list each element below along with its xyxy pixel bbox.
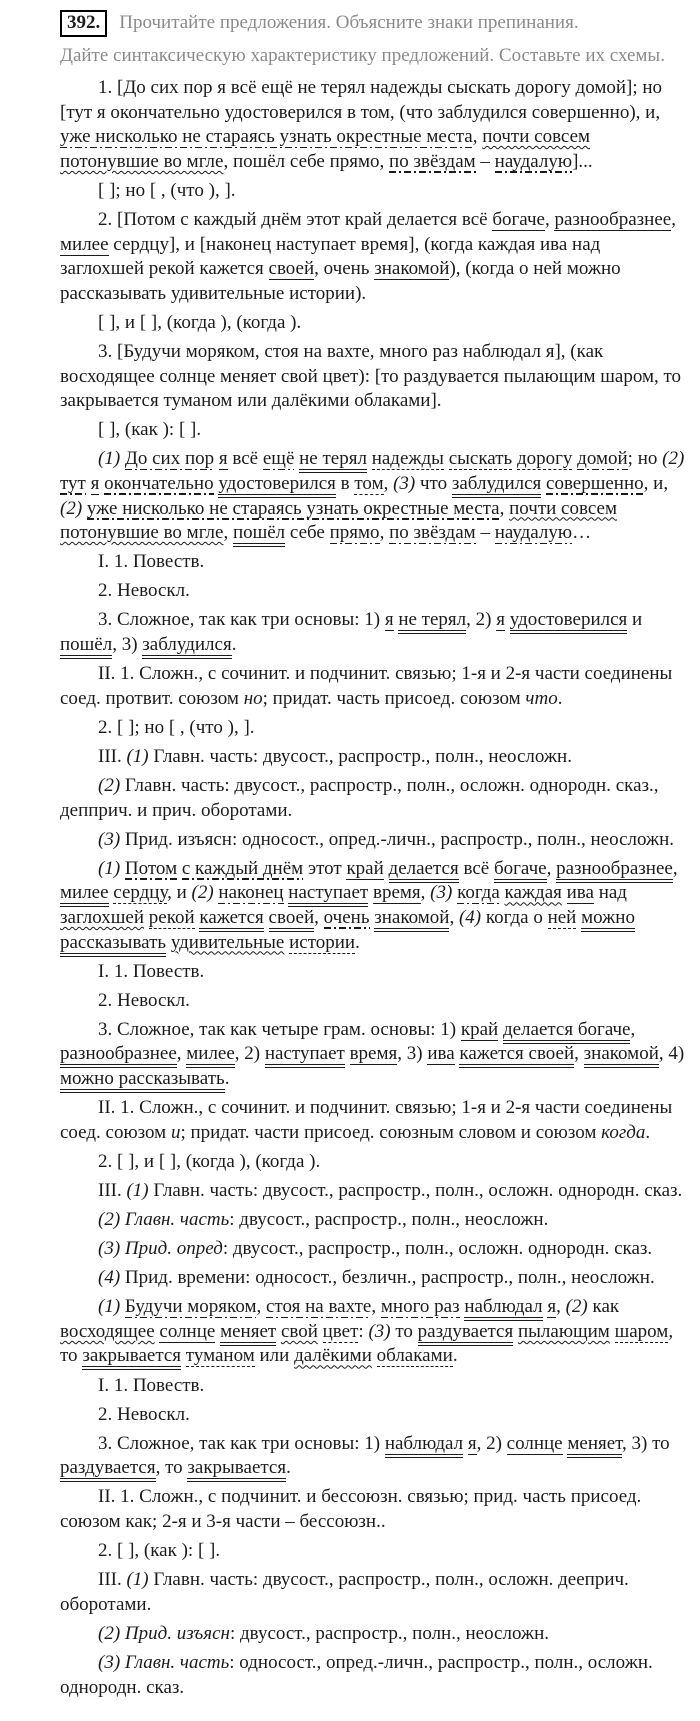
text-run: ]... [572,150,593,172]
text-run: и [627,609,643,631]
text-run: , [371,1296,381,1318]
text-run-i: (1) [126,1179,154,1201]
text-run-u2: заблудился [142,634,231,659]
text-run: , 4) [658,1043,685,1065]
analysis-3-iii2 [60,1622,686,1647]
analysis-1-i3 [60,608,686,657]
text-run: . [231,633,237,655]
text-run: III. [98,1179,127,1201]
text-run-u2: раздувается [418,1321,514,1346]
text-run-i: (2) [662,448,685,470]
text-run: 3. Сложное, так как три основы: 1) [98,1432,385,1454]
text-run-uw: каждая [504,882,562,904]
text-run-ud: истории [289,931,356,953]
text-run: 2. Невоскл. [98,580,190,602]
text-run: , [223,522,233,544]
text-run: всё [227,448,263,470]
text-run: когда о [485,906,548,928]
text-run [505,609,510,630]
text-run-ud: сердцу [113,882,168,904]
instruction-line-1: Прочитайте предложения. Объясните знаки препинания. [119,12,579,33]
exercise-number-badge: 392. [60,10,107,37]
text-run-u2: знакомой [374,907,449,932]
text-run-uw: восходящее [60,1320,155,1342]
text-run: … [572,522,592,544]
text-run-ud: дорогу [516,448,573,470]
text-run-i: (1) [98,1296,125,1318]
text-run-uo: окончательно [104,472,214,494]
text-run-uw: удивительные [170,931,285,953]
text-run-uo: по звёздам [389,522,476,544]
text-run-u2: делается богаче [503,1019,631,1044]
text-run: [ ], и [ ], (когда ), (когда ). [98,311,302,333]
text-run: 3. Сложное, так как четыре грам. основы: 1) [98,1018,461,1040]
text-run-i: что [525,687,558,709]
text-run-u1: милее [60,233,109,255]
exercise-body [60,76,686,1700]
text-run-i: но [243,687,263,709]
text-run: . [645,1121,651,1143]
text-run: ; но [627,448,663,470]
text-run-ud: сыскать [448,448,513,470]
text-run-u2: пошёл [233,522,285,547]
text-run-i: (2) [565,1296,593,1318]
text-run [86,473,91,494]
text-run: Главн. часть: двусост., распростр., полн., осложн. однородн. сказ. [153,1179,683,1201]
text-run-u1: ива [566,882,594,904]
text-run: 2. [Потом с каждый днём этот край делается всё [98,208,493,230]
text-run-uo: уже нисколько не стараясь узнать окрестные места [60,126,473,148]
text-run: Главн. часть: двусост., распростр., полн., осложн. однородн. сказ., депприч. и прич. оборотами. [60,774,659,821]
text-run [562,882,567,903]
text-run-u1: солнце [506,1432,563,1454]
text-run [345,1043,350,1064]
analysis-3-i1 [60,1374,686,1399]
text-run [318,1321,323,1342]
text-run: , то [60,1320,674,1367]
text-run: , [420,882,431,904]
text-run-u2: делается [389,858,459,883]
text-run: , [383,472,394,494]
text-run-u1: край [460,1018,499,1040]
text-run-i: (3) Главн. часть [98,1651,230,1673]
text-run-uo: по звёздам [389,150,476,172]
text-run-i: когда [601,1121,646,1143]
text-run-u1: я [496,609,505,631]
text-run-u2: кажется своей [459,1043,574,1068]
text-run: . [286,1457,291,1479]
text-run: , [630,1018,636,1040]
text-run: II. 1. Сложн., с сочинит. и подчинит. связью; 1-я и 2-я части соединены соед. протвит. союзом [60,663,673,709]
text-run: , [379,522,390,544]
text-run: Прид. изъясн: односост., опред.-личн., распростр., полн., неосложн. [124,828,675,850]
text-run: 2. [ ], (как ): [ ]. [98,1540,221,1562]
text-run [367,448,372,469]
text-run: 2. [ ]; но [ , (что ), ]. [98,716,255,738]
analysis-1-ii2 [60,716,686,741]
text-run-ud: том [354,472,384,494]
text-run: то [395,1320,418,1342]
text-run-uo: наконец [218,882,284,904]
text-run: Главн. часть: двусост., распростр., полн., неосложн. [153,745,572,767]
exercise-sentence-3 [60,340,686,414]
scheme-1 [60,179,686,204]
text-run-u2: закрывается [82,1345,181,1370]
analysis-1-ii1 [60,662,686,711]
text-run-u1: край [346,857,384,879]
analysis-2-sentence [60,857,686,955]
analysis-3-iii3 [60,1651,686,1700]
analysis-2-ii2 [60,1150,686,1175]
text-run-u1: я [90,472,100,494]
text-run: , [672,857,678,879]
text-run: . [557,687,563,709]
analysis-1-iii2 [60,774,686,823]
text-run: I. 1. Повеств. [98,1374,205,1396]
analysis-3-sentence [60,1295,686,1369]
text-run-uo: Будучи моряком [124,1296,257,1318]
text-run: , [449,906,459,928]
text-run: в [335,472,355,494]
text-run [264,907,269,928]
text-run: : двусост., распростр., полн., неосложн. [229,1622,550,1644]
analysis-1-i1 [60,550,686,575]
text-run: как [592,1296,620,1318]
text-run: 2. Невоскл. [98,989,190,1011]
text-run-ud: цвет [322,1320,359,1342]
text-run-ud: облаками [376,1345,453,1367]
text-run-u2: удостоверился [510,609,628,634]
text-run-i: (2) Главн. часть [98,1208,230,1230]
analysis-3-ii1 [60,1485,686,1534]
text-run: , [544,208,555,230]
text-run: , 2) [476,1432,507,1454]
text-run-i: (1) [126,745,154,767]
text-run: . [452,1345,458,1367]
text-run: – [475,522,495,544]
analysis-2-ii1 [60,1096,686,1145]
exercise-sentence-2 [60,208,686,306]
text-run: III. [98,1569,127,1591]
text-run: , 3) [112,633,143,655]
analysis-3-i3 [60,1432,686,1481]
analysis-2-i1 [60,960,686,985]
text-run: , 3) то [622,1432,670,1454]
text-run: , [574,1043,584,1065]
text-run-u2: можно рассказывать [60,1068,225,1093]
text-run-u1: своей [268,258,315,280]
analysis-2-iii1 [60,1179,686,1204]
text-run: этот [303,857,347,879]
text-run: что [420,472,452,494]
text-run-u1: я [384,609,394,631]
text-run-u2: заблудился [452,473,541,498]
text-run: . [224,1067,230,1089]
analysis-1-iii3 [60,828,686,853]
text-run-u2: наблюдал [385,1433,463,1458]
analysis-3-iii1 [60,1568,686,1617]
text-run: . [355,931,360,953]
text-run-i: (1) [126,1569,154,1591]
text-run-u2: знакомой [584,1043,659,1068]
text-run-u2: можно рассказывать [60,907,635,957]
text-run: 2. [ ], и [ ], (когда ), (когда ). [98,1150,321,1172]
text-run-u1: время [349,1043,398,1065]
analysis-1-sentence [60,447,686,545]
text-run: , 2) [466,609,497,631]
text-run-u1: разнообразнее [554,208,672,230]
text-run-i: (2) [191,882,219,904]
text-run: , [556,1296,566,1318]
analysis-2-iii2 [60,1208,686,1233]
text-run-uw: пылающим [517,1320,610,1342]
text-run-i: (1) [98,857,125,879]
text-run: I. 1. Повеств. [98,551,205,573]
text-run: : [358,1320,369,1342]
text-run-uo: когда [457,882,500,904]
text-run [384,858,389,879]
text-run-uo: домой [577,448,628,470]
text-run: 1. [До сих пор я всё ещё не терял надежды сыскать дорогу домой]; но [тут я окончательно удостоверился в том, (что заблудился совершенно), и, [60,77,663,123]
text-run-ud: туманом [185,1345,255,1367]
text-run-uo: стоя на вахте [265,1296,372,1318]
text-run: ; придат. часть присоед. союзом [262,687,526,709]
text-run: : односост., опред.-личн., распростр., полн., осложн. однородн. сказ. [60,1651,653,1698]
text-run-u2: своей [269,907,315,932]
text-run-i: (2) [60,497,87,519]
text-run: , то [155,1457,188,1479]
text-run-uo: До сих пор [124,448,215,470]
text-run: сердцу], и [наконец наступает время], (когда каждая ива над заглохшей рекой кажется [60,233,601,280]
text-run-i: (4) [98,1267,125,1289]
text-run: над [593,882,627,904]
text-run-uo: прямо [329,522,380,544]
text-run-i: (2) Прид. изъясн [98,1622,230,1644]
text-run-u2: разнообразнее [60,1043,177,1068]
text-run-u2: меняет [220,1321,276,1346]
text-run-u2: удостоверился [218,473,336,498]
text-run: или [254,1345,295,1367]
analysis-2-iii3 [60,1237,686,1262]
text-run-u1: я [547,1296,557,1318]
text-run-u2: не терял [299,448,367,473]
text-run: всё [458,857,494,879]
text-run-uo: ещё [262,448,295,470]
text-run-i: (1) [98,448,125,470]
analysis-3-ii2 [60,1539,686,1564]
text-run-uo: очень [323,906,370,928]
text-run: , [499,497,510,519]
text-run-u2: меняет [567,1433,622,1458]
text-run: ; придат. части присоед. союзным словом и союзом [180,1121,602,1143]
text-run-uo: наудалую [494,150,573,172]
text-run-u2: наблюдал [464,1296,542,1321]
text-run-i: (3) Прид. опред [98,1238,223,1260]
text-run: : двусост., распростр., полн., неосложн. [229,1208,549,1230]
text-run: 3. Сложное, так как три основы: 1) [98,609,385,631]
text-run-i: (3) [430,882,458,904]
text-run: : двусост., распростр., полн., осложн. однородн. сказ. [222,1238,653,1260]
text-run-uw: свой [280,1320,318,1342]
text-run: – [475,150,495,172]
text-run: Главн. часть: двусост., распростр., полн., осложн. дееприч. оборотами. [60,1569,629,1615]
analysis-2-i2 [60,989,686,1014]
analysis-2-i3 [60,1018,686,1092]
text-run-u2: разнообразнее [556,858,673,883]
text-run: Прид. времени: односост., безличн., распростр., полн., неосложн. [124,1267,655,1289]
text-run-uw: почти совсем потонувшие во мгле [60,497,617,544]
text-run: , [472,126,483,148]
text-run-uo: Потом [124,857,178,879]
text-run-u1: время [372,882,421,904]
text-run: , 3) [397,1043,428,1065]
text-run-uo: с каждый днём [181,857,304,879]
analysis-3-i2 [60,1403,686,1428]
text-run-ud: рекой [148,906,195,928]
text-run: , [671,208,676,230]
text-run-uo: тут [60,472,86,494]
text-run-i: (3) [368,1320,396,1342]
instruction-line-2: Дайте синтаксическую характеристику предложений. Составьте их схемы. [60,45,665,66]
text-run-u2: милее [186,1043,235,1068]
analysis-2-iii4 [60,1266,686,1291]
text-run-uo: совершенно [546,472,644,494]
text-run: I. 1. Повеств. [98,960,205,982]
text-run [444,448,449,469]
text-run: [ ]; но [ , (что ), ]. [98,179,236,201]
text-run-u1: богаче [492,208,545,230]
text-run: , очень [314,258,375,280]
scheme-3 [60,418,686,443]
text-run-u1: я [218,448,228,470]
text-run: , и, [643,472,669,494]
scheme-2 [60,311,686,336]
analysis-1-iii1 [60,745,686,770]
text-run-u2: пошёл [60,634,112,659]
text-run-u2: милее [60,882,109,907]
text-run-u1: знакомой [374,258,450,280]
text-run: II. 1. Сложн., с сочинит. и подчинит. связью; 1-я и 2-я части соединены соед. союзом [60,1097,673,1143]
text-run-u1: ива [427,1043,455,1065]
text-run: 2. Невоскл. [98,1403,190,1425]
text-run-uw: далёкими [294,1345,372,1367]
text-run: , пошёл себе прямо, [223,150,390,172]
text-run-u1: я [467,1432,477,1454]
text-run: 3. [Будучи моряком, стоя на вахте, много раз наблюдал я], (как восходящее солнце меняет свой цвет): [то раздувается пылающим шаром, то закрывается туманом или далёкими облаками]. [60,340,682,412]
text-run: , и [167,882,192,904]
exercise-header [60,10,686,37]
text-run-u2: богаче [494,858,547,883]
text-run-u2: закрывается [187,1457,286,1482]
text-run-u2: раздувается [60,1457,156,1482]
text-run: себе [285,522,330,544]
text-run [372,1345,377,1366]
text-run: [ ], (как ): [ ]. [98,419,202,441]
text-run-i: (3) [98,828,125,850]
exercise-sentence-1 [60,76,686,174]
text-run-ud: надежды [371,448,444,470]
text-run-i: и [170,1121,181,1143]
text-run-i: (2) [98,774,125,796]
text-run: ), (когда о ней можно рассказывать удивительные истории). [60,258,621,304]
text-run: , [314,906,324,928]
text-run-uo: наудалую [494,522,573,544]
text-run: , [256,1296,266,1318]
text-run: , [176,1043,187,1065]
text-run-i: (3) [393,472,420,494]
text-run-u2: наступает [265,1043,345,1068]
text-run-ud: шаром [614,1320,669,1342]
text-run-u2: не терял [398,609,466,634]
text-run-uo: уже нисколько не стараясь узнать окрестные места [86,497,500,519]
text-run-uo: много раз [380,1296,460,1318]
text-run: II. 1. Сложн., с подчинит. и бессоюзн. связью; прид. часть присоед. союзом как; 2-я и 3-я части – бессоюзн.. [60,1486,642,1532]
text-run-i: (4) [458,906,486,928]
text-run: , [546,857,557,879]
text-run-ud: ней [547,906,577,928]
text-run: , 2) [234,1043,265,1065]
text-run-u2: наступает [288,882,368,907]
text-run-uw: почти совсем потонувшие во мгле [60,126,591,172]
text-run-uw: заглохшей [60,906,145,928]
text-run-u2: кажется [199,907,263,932]
analysis-1-i2 [60,579,686,604]
text-run-u1: солнце [159,1320,216,1342]
text-run: III. [98,745,127,767]
text-run [610,1321,615,1342]
